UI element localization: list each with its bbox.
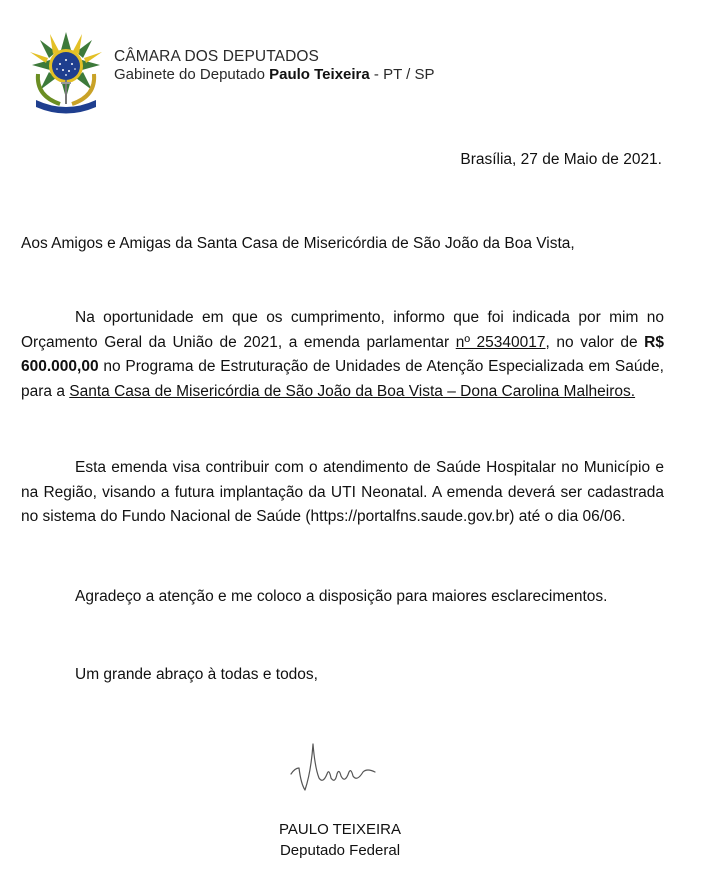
- paragraph-purpose-text: Esta emenda visa contribuir com o atendimento de Saúde Hospitalar no Município e na Região, visando a futura implantação da UTI Neonatal. A emenda deverá ser cadastrada no sistema do Fundo Nacional de Saúde (https://portalfns.saude.gov.br) até o dia 06/06.: [21, 459, 664, 525]
- signer-role: Deputado Federal: [279, 842, 401, 859]
- handwritten-signature: [285, 738, 385, 796]
- paragraph-amendment-part3: no Programa de Estruturação de Unidades de Atenção Especializada em Saúde, para a: [21, 358, 664, 400]
- paragraph-thanks-text: Agradeço a atenção e me coloco a disposição para maiores esclarecimentos.: [75, 588, 608, 605]
- signer-name: PAULO TEIXEIRA: [279, 821, 401, 838]
- closing: [21, 663, 664, 688]
- paragraph-purpose: [21, 456, 664, 530]
- salutation: Aos Amigos e Amigas da Santa Casa de Misericórdia de São João da Boa Vista,: [21, 235, 575, 252]
- paragraph-thanks: [21, 585, 664, 610]
- office-line: [114, 65, 434, 84]
- paragraph-amendment-part1: Na oportunidade em que os cumprimento, informo que foi indicada por mim no Orçamento Geral da União de 2021, a emenda parlamentar: [21, 309, 664, 351]
- amendment-amount: R$ 600.000,00: [21, 333, 664, 375]
- coat-of-arms-icon: [26, 30, 106, 114]
- office-prefix: Gabinete do Deputado: [114, 66, 265, 83]
- amendment-number: nº 25340017: [455, 333, 546, 351]
- office-suffix: - PT / SP: [373, 66, 435, 83]
- letter-date: Brasília, 27 de Maio de 2021.: [460, 151, 662, 168]
- paragraph-amendment: [21, 306, 664, 404]
- institution-name: Santa Casa de Misericórdia de São João da Boa Vista – Dona Carolina Malheiros.: [69, 382, 636, 400]
- office-deputy-name: Paulo Teixeira: [269, 66, 370, 83]
- paragraph-amendment-part2: , no valor de: [545, 333, 638, 351]
- letterhead: [26, 30, 466, 114]
- org-name: CÂMARA DOS DEPUTADOS: [114, 48, 319, 65]
- closing-text: Um grande abraço à todas e todos,: [75, 666, 318, 683]
